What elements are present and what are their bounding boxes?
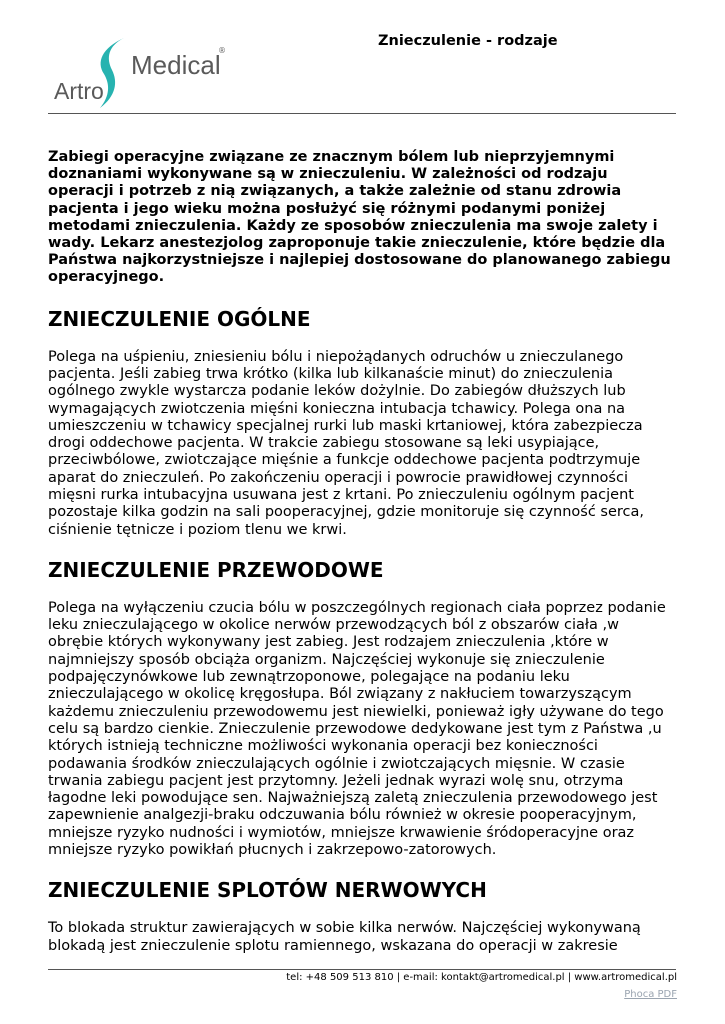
section-heading-plexus: ZNIECZULENIE SPLOTÓW NERWOWYCH — [48, 878, 487, 903]
article-content — [48, 149, 678, 955]
section-heading-regional: ZNIECZULENIE PRZEWODOWE — [48, 557, 384, 582]
logo-text-artro: Artro — [54, 78, 104, 104]
section-text-regional: Polega na wyłączeniu czucia bólu w poszczególnych regionach ciała poprzez podanie leku znieczulającego w okolice nerwów przewodzących ból z obszarów ciała ,w obrębie których wykonywany jest zabieg. Jest rodzajem znieczulenia ,które w najmniejszy sposób obciąża organizm. Najczęściej wykonuje się znieczulenie podpajęczynówkowe lub zewnątrzoponowe, polegające na podaniu leku znieczulającego w okolicę kręgosłupa. Ból związany z nakłuciem towarzyszącym każdemu znieczuleniu przewodowemu jest niewielki, ponieważ igły używane do tego celu są bardzo cienkie. Znieczulenie przewodowe dedykowane jest tym z Państwa ,u których istnieją techniczne możliwości wykonania operacji bez konieczności podawania środków znieczulających ogólnie i zwiotczających mięsnie. W czasie trwania zabiegu pacjent jest przytomny. Jeżeli jednak wyrazi wolę snu, otrzyma łagodne leki powodujące sen. Najważniejszą zaletą znieczulenia przewodowego jest zapewnienie analgezji-braku odczuwania bólu również w okresie pooperacyjnym, mniejsze ryzyko nudności i wymiotów, mniejsze krwawienie śródoperacyjne oraz mniejsze ryzyko powikłań płucnych i zakrzepowo-zatorowych. — [48, 599, 666, 859]
logo-registered-mark: ® — [218, 46, 226, 55]
footer-divider — [48, 969, 676, 970]
logo-text-medical: Medical — [131, 50, 221, 80]
page-title: Znieczulenie - rodzaje — [378, 33, 558, 49]
artromedical-logo — [52, 36, 232, 112]
section-heading-general: ZNIECZULENIE OGÓLNE — [48, 306, 311, 331]
intro-paragraph: Zabiegi operacyjne związane ze znacznym bólem lub nieprzyjemnymi doznaniami wykonywane są w znieczuleniu. W zależności od rodzaju operacji i potrzeb z nią związanych, a także zależnie od stanu zdrowia pacjenta i jego wieku można posłużyć się różnymi podanymi poniżej metodami znieczulenia. Każdy ze sposobów znieczulenia ma swoje zalety i wady. Lekarz anestezjolog zaproponuje takie znieczulenie, które będzie dla Państwa najkorzystniejsze i najlepiej dostosowane do planowanego zabiegu operacyjnego. — [48, 149, 671, 286]
section-text-general: Polega na uśpieniu, zniesieniu bólu i niepożądanych odruchów u znieczulanego pacjenta. Jeśli zabieg trwa krótko (kilka lub kilkanaście minut) do znieczulenia ogólnego zwykle wystarcza podanie leków dożylnie. Do zabiegów dłuższych lub wymagających zwiotczenia mięśni konieczna intubacja tchawicy. Polega ona na umieszczeniu w tchawicy specjalnej rurki lub maski krtaniowej, która zabezpiecza drogi oddechowe pacjenta. W trakcie zabiegu stosowane są leki usypiające, przeciwbólowe, zwiotczające mięśnie a funkcje oddechowe pacjenta podtrzymuje aparat do znieczuleń. Po zakończeniu operacji i powrocie prawidłowej czynności mięsni rurka intubacyjna usuwana jest z krtani. Po znieczuleniu ogólnym pacjent pozostaje kilka godzin na sali pooperacyjnej, gdzie monitoruje się czynność serca, ciśnienie tętnicze i poziom tlenu we krwi. — [48, 348, 645, 538]
phoca-pdf-link[interactable]: Phoca PDF — [624, 989, 677, 1000]
footer-contact: tel: +48 509 513 810 | e-mail: kontakt@artromedical.pl | www.artromedical.pl — [286, 972, 677, 983]
section-text-plexus: To blokada struktur zawierających w sobie kilka nerwów. Najczęściej wykonywaną blokadą jest znieczulenie splotu ramiennego, wskazana do operacji w zakresie — [48, 920, 641, 954]
header-divider — [48, 113, 676, 114]
